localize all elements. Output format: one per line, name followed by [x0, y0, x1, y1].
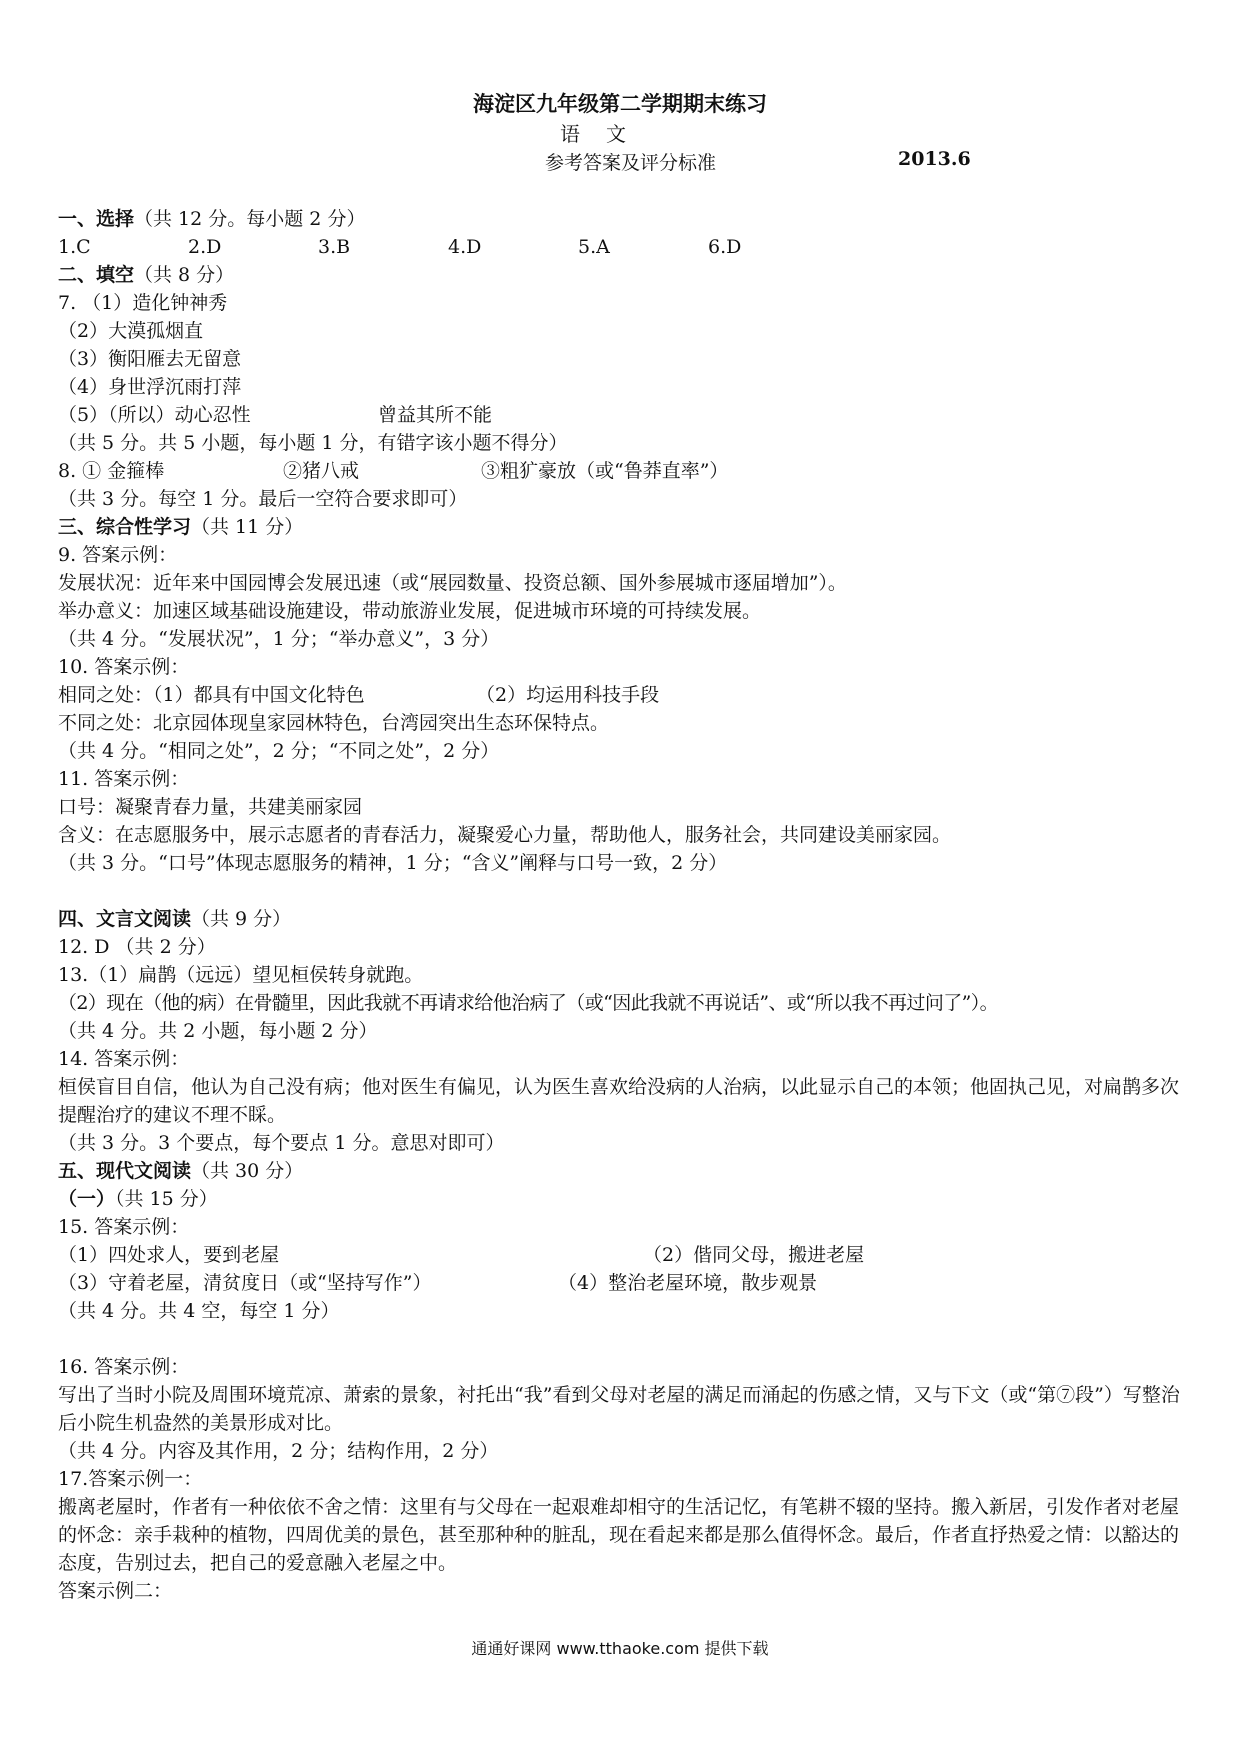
answer-paragraph: 写出了当时小院及周围环境荒凉、萧索的景象，衬托出“我”看到父母对老屋的满足而涌起的伤感之情，又与下文（或“第⑦段”）写整治后小院生机盎然的美景形成对比。 [58, 1384, 1180, 1434]
section-title: 五、现代文阅读 [58, 1160, 192, 1182]
answer-part: ②猪八戒 [283, 460, 360, 482]
mc-answer: 6.D [708, 236, 742, 258]
section-title: 二、填空 [58, 264, 135, 286]
question-label: 答案示例二： [58, 1580, 173, 1602]
section-heading [58, 205, 1188, 233]
mc-answer: 1.C [58, 236, 91, 258]
answer-line: （2）现在（他的病）在骨髓里，因此我就不再请求给他治病了（或“因此我就不再说话”、或“所以我不再过问了”）。 [58, 992, 999, 1014]
document-date: 2013.6 [898, 148, 971, 170]
answer-body [58, 205, 1188, 1605]
question-label: 10. 答案示例： [58, 656, 190, 678]
section-heading [58, 1157, 1188, 1185]
section-note: （共 9 分） [191, 908, 292, 930]
section-note: （共 30 分） [191, 1160, 304, 1182]
score-note: （共 3 分。每空 1 分。最后一空符合要求即可） [58, 488, 468, 510]
answer-part: 8. ① 金箍棒 [58, 460, 165, 482]
page-footer: 通通好课网 www.tthaoke.com 提供下载 [471, 1639, 769, 1658]
section-note: （共 11 分） [191, 516, 304, 538]
answer-part: （5）（所以）动心忍性 [58, 404, 251, 426]
question-label: 9. 答案示例： [58, 544, 178, 566]
question-label: 14. 答案示例： [58, 1048, 190, 1070]
score-note: （共 4 分。共 2 小题，每小题 2 分） [58, 1020, 378, 1042]
answer-part: （1）四处求人，要到老屋 [58, 1244, 280, 1266]
answer-part: 曾益其所不能 [378, 404, 493, 426]
answer-line: 不同之处：北京园体现皇家园林特色，台湾园突出生态环保特点。 [58, 712, 610, 734]
spacer [58, 877, 1188, 905]
answer-line: 口号：凝聚青春力量，共建美丽家园 [58, 796, 363, 818]
answer-paragraph: 桓侯盲目自信，他认为自己没有病；他对医生有偏见，认为医生喜欢给没病的人治病，以此显示自己的本领；他固执己见，对扁鹊多次提醒治疗的建议不理不睬。 [58, 1076, 1180, 1126]
document-subtitle: 参考答案及评分标准 [545, 152, 717, 174]
answer-line [58, 1269, 1188, 1297]
answer-line: （2）大漠孤烟直 [58, 320, 204, 342]
question-label: 11. 答案示例： [58, 768, 190, 790]
document-title: 海淀区九年级第二学期期末练习 [473, 91, 767, 116]
score-note: （共 4 分。“发展状况”，1 分；“举办意义”，3 分） [58, 628, 500, 650]
answer-line: 含义：在志愿服务中，展示志愿者的青春活力，凝聚爱心力量，帮助他人，服务社会，共同建设美丽家园。 [58, 824, 952, 846]
answer-line [58, 401, 1188, 429]
answer-part: （4）整治老屋环境，散步观景 [558, 1272, 818, 1294]
question-label: 16. 答案示例： [58, 1356, 190, 1378]
subsection-heading [58, 1185, 1188, 1213]
answer-line: 7. （1）造化钟神秀 [58, 292, 228, 314]
score-note: （共 3 分。“口号”体现志愿服务的精神，1 分；“含义”阐释与口号一致，2 分） [58, 852, 728, 874]
mc-answers [58, 233, 1188, 261]
answer-part: （2）均运用科技手段 [476, 684, 660, 706]
section-note: （共 8 分） [134, 264, 235, 286]
section-note: （共 12 分。每小题 2 分） [134, 208, 366, 230]
answer-part: 相同之处：（1）都具有中国文化特色 [58, 684, 365, 706]
section-title: 四、文言文阅读 [58, 908, 192, 930]
question-label: 17.答案示例一： [58, 1468, 203, 1490]
score-note: （共 4 分。“相同之处”，2 分；“不同之处”，2 分） [58, 740, 500, 762]
subsection-title: （一） [58, 1188, 116, 1210]
answer-line: 13.（1）扁鹊（远远）望见桓侯转身就跑。 [58, 964, 424, 986]
score-note: （共 3 分。3 个要点，每个要点 1 分。意思对即可） [58, 1132, 505, 1154]
answer-line [58, 1241, 1188, 1269]
score-note: （共 4 分。内容及其作用，2 分；结构作用，2 分） [58, 1440, 499, 1462]
answer-line: 举办意义：加速区域基础设施建设，带动旅游业发展，促进城市环境的可持续发展。 [58, 600, 762, 622]
subject-label: 语文 [560, 122, 652, 146]
score-note: （共 5 分。共 5 小题，每小题 1 分，有错字该小题不得分） [58, 432, 568, 454]
section-heading [58, 513, 1188, 541]
mc-answer: 2.D [188, 236, 222, 258]
answer-line [58, 681, 1188, 709]
answer-part: （2）偕同父母，搬进老屋 [643, 1244, 865, 1266]
answer-line: （4）身世浮沉雨打萍 [58, 376, 242, 398]
mc-answer: 3.B [318, 236, 351, 258]
answer-line: 12. D （共 2 分） [58, 936, 216, 958]
score-note: （共 4 分。共 4 空，每空 1 分） [58, 1300, 340, 1322]
mc-answer: 4.D [448, 236, 482, 258]
section-title: 一、选择 [58, 208, 135, 230]
answer-part: （3）守着老屋，清贫度日（或“坚持写作”） [58, 1272, 432, 1294]
question-label: 15. 答案示例： [58, 1216, 190, 1238]
section-title: 三、综合性学习 [58, 516, 192, 538]
subsection-note: （共 15 分） [115, 1188, 218, 1210]
spacer [58, 1325, 1188, 1353]
answer-part: ③粗犷豪放（或“鲁莽直率”） [481, 460, 729, 482]
answer-line [58, 457, 1188, 485]
section-heading [58, 905, 1188, 933]
mc-answer: 5.A [578, 236, 610, 258]
answer-line: （3）衡阳雁去无留意 [58, 348, 242, 370]
answer-line: 发展状况：近年来中国园博会发展迅速（或“展园数量、投资总额、国外参展城市逐届增加”）。 [58, 572, 847, 594]
section-heading [58, 261, 1188, 289]
answer-paragraph: 搬离老屋时，作者有一种依依不舍之情：这里有与父母在一起艰难却相守的生活记忆，有笔耕不辍的坚持。搬入新居，引发作者对老屋的怀念：亲手栽种的植物，四周优美的景色，甚至那种种的脏乱，现在看起来都是那么值得怀念。最后，作者直抒热爱之情：以豁达的态度，告别过去，把自己的爱意融入老屋之中。 [58, 1496, 1180, 1574]
